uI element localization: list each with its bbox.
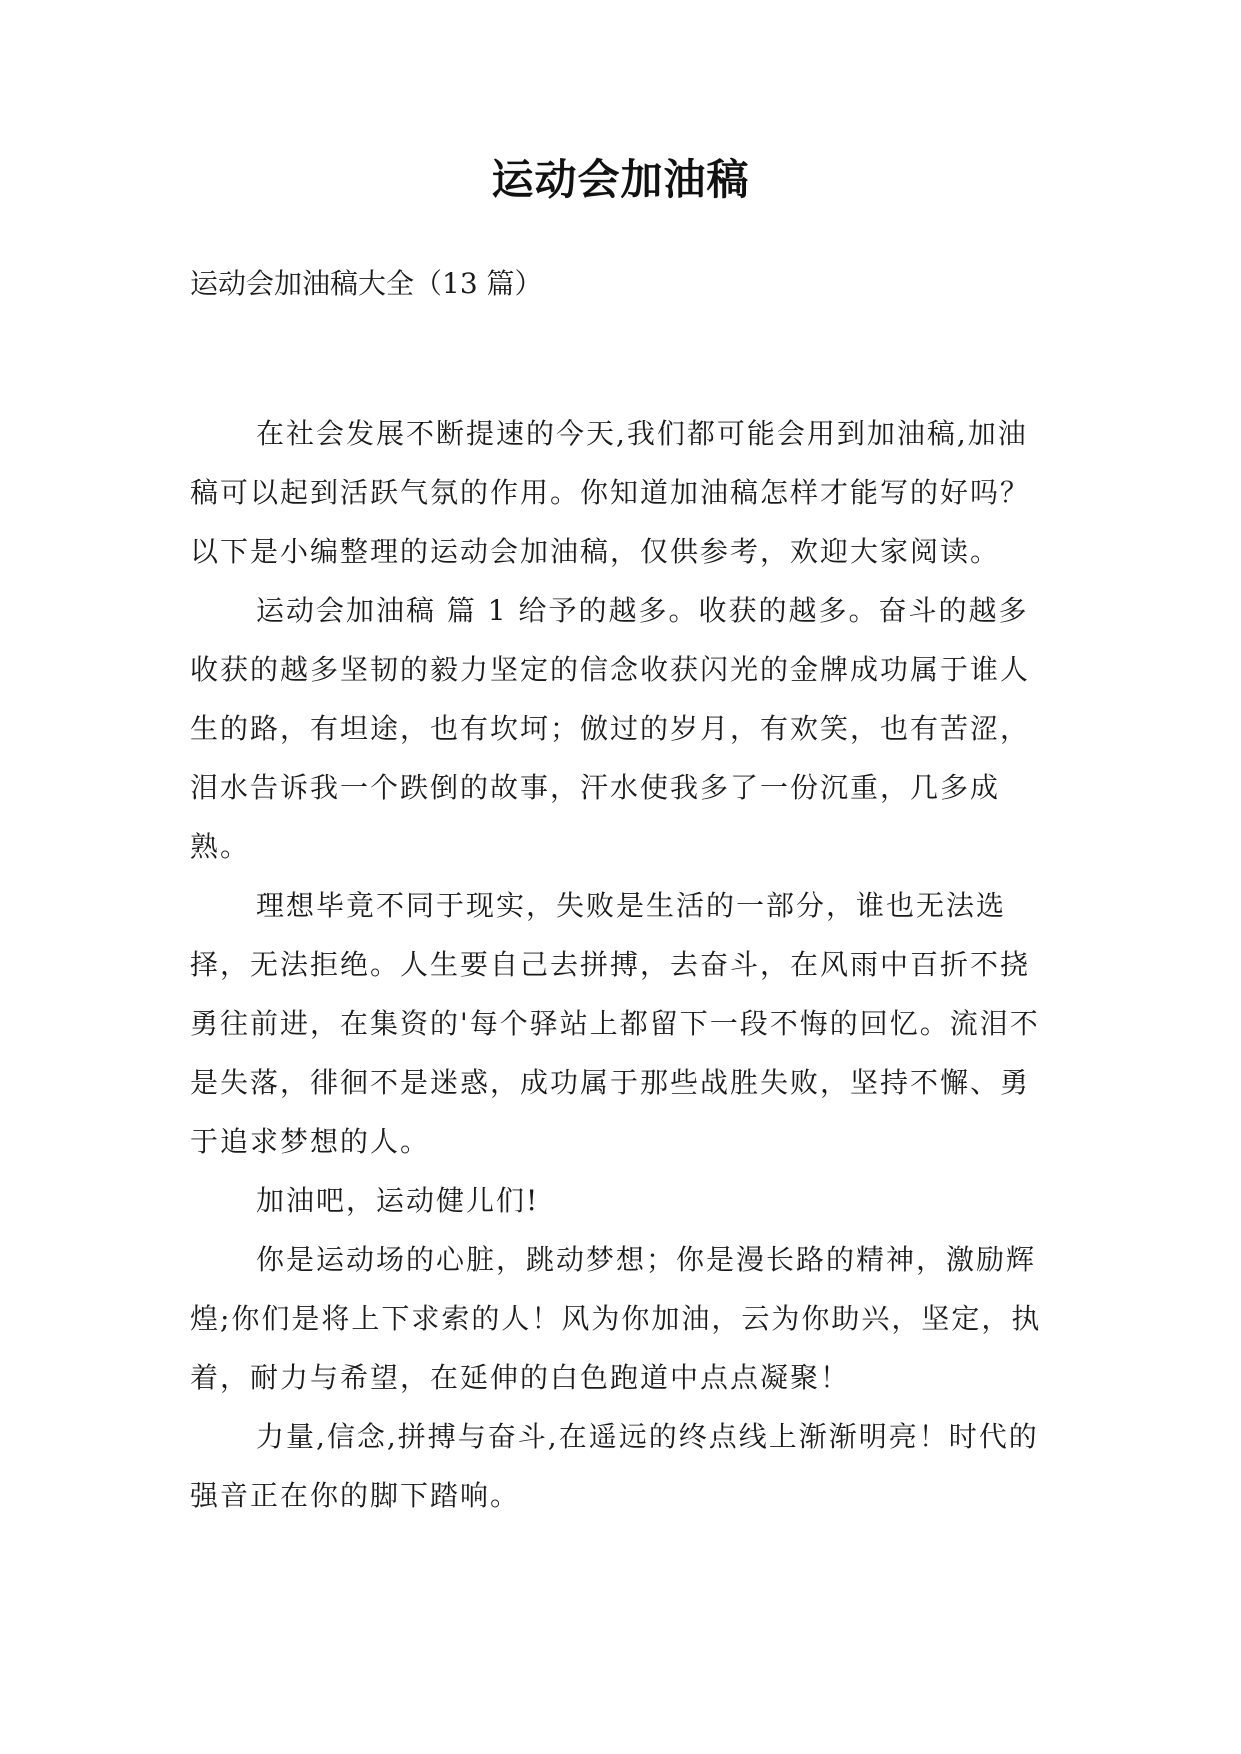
- document-subtitle: 运动会加油稿大全（13 篇）: [190, 267, 543, 300]
- paragraph-ideal: 理想毕竟不同于现实，失败是生活的一部分，谁也无法选择，无法拒绝。人生要自己去拼搏，去奋斗，在风雨中百折不挠勇往前进，在集资的'每个驿站上都留下一段不悔的回忆。流泪不是失落，徘徊不是迷惑，成功属于那些战胜失败，坚持不懈、勇于追求梦想的人。: [190, 889, 1040, 1158]
- document-title: 运动会加油稿: [491, 155, 750, 204]
- paragraph-heart: 你是运动场的心脏，跳动梦想；你是漫长路的精神，激励辉煌;你们是将上下求索的人！风为你加油，云为你助兴，坚定，执着，耐力与希望，在延伸的白色跑道中点点凝聚！: [190, 1243, 1042, 1394]
- paragraph-strength: 力量,信念,拼搏与奋斗,在遥远的终点线上渐渐明亮！时代的强音正在你的脚下踏响。: [190, 1420, 1039, 1512]
- paragraph-cheer: 加油吧，运动健儿们!: [256, 1184, 540, 1217]
- document-body: [190, 404, 1056, 1525]
- paragraph-section-1: 运动会加油稿 篇 1 给予的越多。收获的越多。奋斗的越多收获的越多坚韧的毅力坚定的信念收获闪光的金牌成功属于谁人生的路，有坦途，也有坎坷；倣过的岁月，有欢笑，也有苦涩，泪水告诉我一个跌倒的故事，汗水使我多了一份沉重，几多成熟。: [190, 594, 1031, 863]
- paragraph-intro: 在社会发展不断提速的今天,我们都可能会用到加油稿,加油稿可以起到活跃气氛的作用。你知道加油稿怎样才能写的好吗？以下是小编整理的运动会加油稿，仅供参考，欢迎大家阅读。: [190, 417, 1031, 568]
